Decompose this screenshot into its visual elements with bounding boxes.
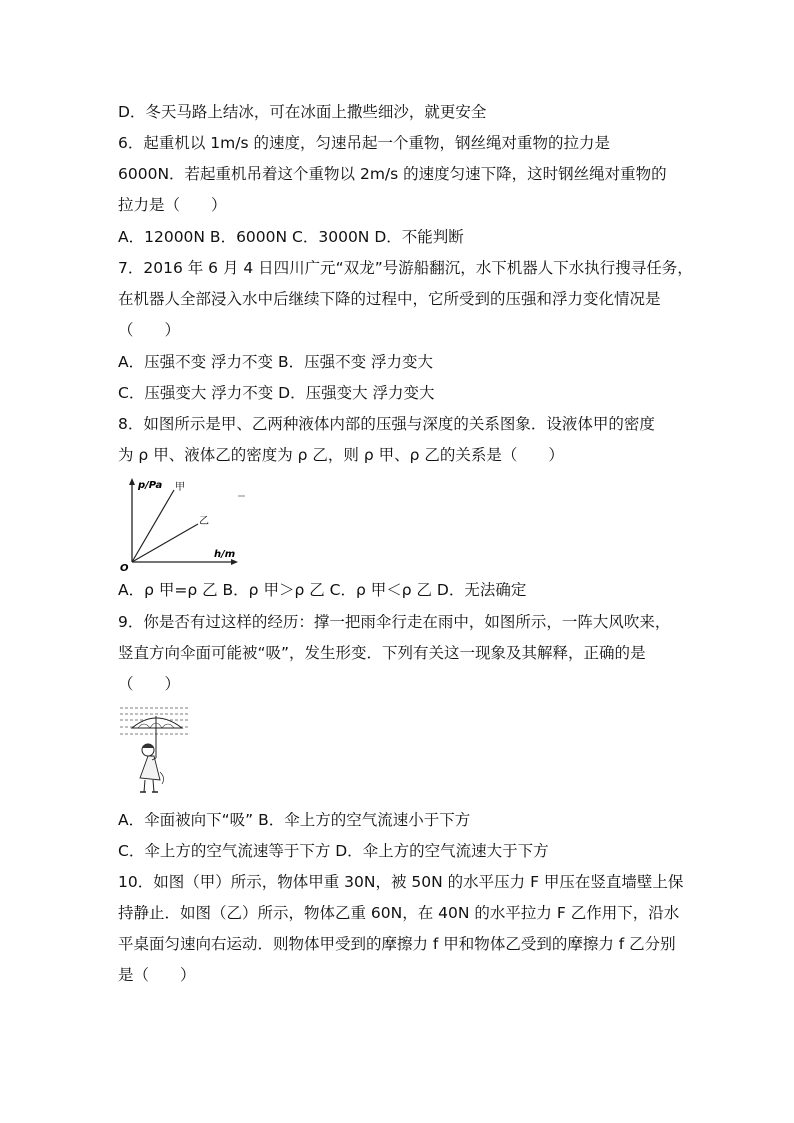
text-line: （ ） bbox=[118, 321, 181, 339]
pressure-depth-graph bbox=[118, 476, 248, 572]
girl-dress bbox=[140, 756, 160, 780]
y-axis-label: p/Pa bbox=[138, 480, 163, 491]
line-yi-label: 乙 bbox=[199, 516, 209, 527]
text-line: 竖直方向伞面可能被“吸”，发生形变．下列有关这一现象及其解释，正确的是 bbox=[118, 644, 646, 662]
text-line: （ ） bbox=[118, 675, 181, 693]
text-line: 平桌面匀速向右运动．则物体甲受到的摩擦力 f 甲和物体乙受到的摩擦力 f 乙分别 bbox=[118, 935, 676, 953]
pressure-depth-graph-svg bbox=[118, 476, 248, 572]
text-line: 是（ ） bbox=[118, 966, 196, 984]
line-jia bbox=[132, 490, 174, 562]
text-line: 9．你是否有过这样的经历：撑一把雨伞行走在雨中，如图所示，一阵大风吹来， bbox=[118, 613, 671, 631]
text-line: C．伞上方的空气流速等于下方 D．伞上方的空气流速大于下方 bbox=[118, 842, 549, 860]
text-line: 7．2016 年 6 月 4 日四川广元“双龙”号游船翻沉，水下机器人下水执行搜寻任务， bbox=[118, 259, 693, 277]
text-line: 为 ρ 甲、液体乙的密度为 ρ 乙，则 ρ 甲、ρ 乙的关系是（ ） bbox=[118, 446, 564, 464]
text-line: 8．如图所示是甲、乙两种液体内部的压强与深度的关系图象．设液体甲的密度 bbox=[118, 415, 655, 433]
text-line: 在机器人全部浸入水中后继续下降的过程中，它所受到的压强和浮力变化情况是 bbox=[118, 290, 661, 308]
text-line: C．压强变大 浮力不变 D．压强变大 浮力变大 bbox=[118, 384, 435, 402]
origin-label: O bbox=[120, 563, 129, 572]
text-line: 拉力是（ ） bbox=[118, 196, 227, 214]
text-line: A．ρ 甲=ρ 乙 B．ρ 甲＞ρ 乙 C．ρ 甲＜ρ 乙 D．无法确定 bbox=[118, 581, 527, 599]
x-axis-label: h/m bbox=[214, 549, 236, 560]
line-jia-label: 甲 bbox=[175, 482, 185, 493]
text-line: A．伞面被向下“吸” B．伞上方的空气流速小于下方 bbox=[118, 811, 471, 829]
umbrella-figure bbox=[118, 702, 190, 798]
line-yi bbox=[132, 524, 198, 562]
y-axis-arrow bbox=[129, 478, 135, 485]
girl-with-umbrella-illustration bbox=[118, 702, 190, 798]
text-line: D．冬天马路上结冰，可在冰面上撒些细沙，就更安全 bbox=[118, 103, 487, 121]
text-line: A．压强不变 浮力不变 B．压强不变 浮力变大 bbox=[118, 353, 434, 371]
text-line: 10．如图（甲）所示，物体甲重 30N，被 50N 的水平压力 F 甲压在竖直墙壁上保 bbox=[118, 873, 684, 891]
text-line: 持静止．如图（乙）所示，物体乙重 60N，在 40N 的水平拉力 F 乙作用下，沿水 bbox=[118, 904, 680, 922]
text-line: 6．起重机以 1m/s 的速度，匀速吊起一个重物，钢丝绳对重物的拉力是 bbox=[118, 134, 610, 152]
text-line: 6000N．若起重机吊着这个重物以 2m/s 的速度匀速下降，这时钢丝绳对重物的 bbox=[118, 165, 667, 183]
text-line: A．12000N B．6000N C．3000N D．不能判断 bbox=[118, 228, 464, 246]
